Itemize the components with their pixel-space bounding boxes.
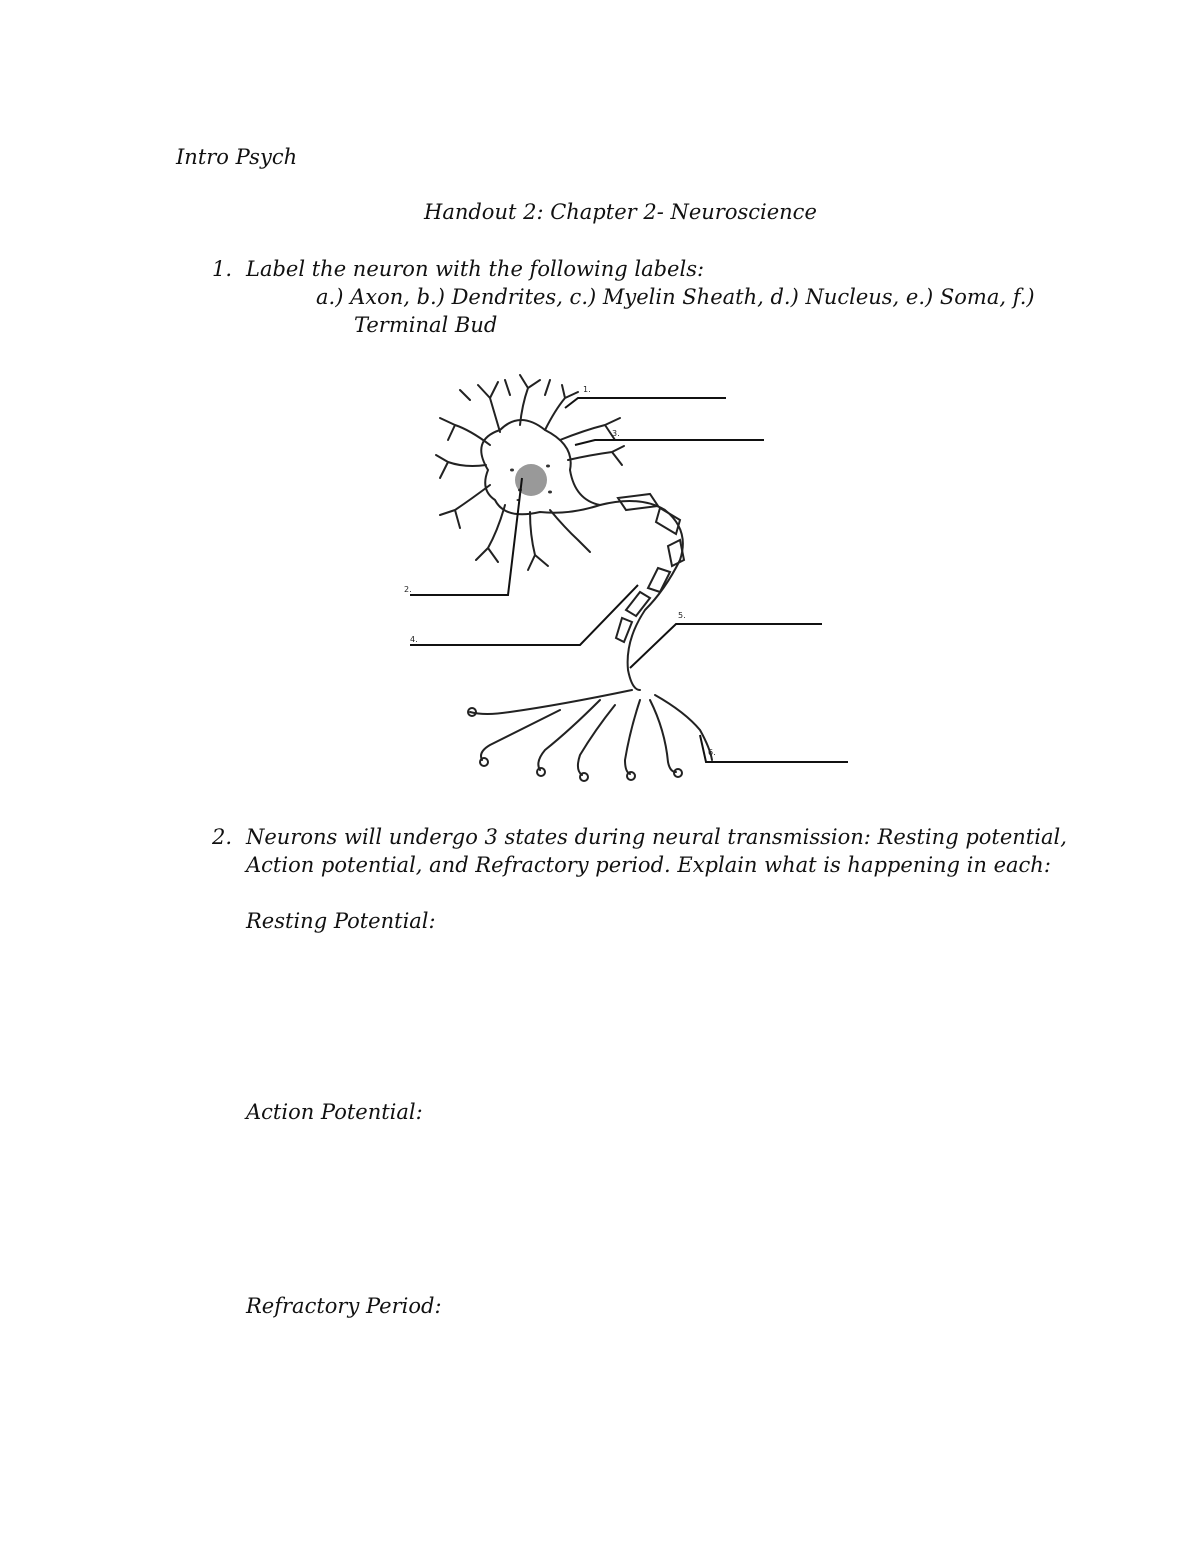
terminal-bud xyxy=(480,758,488,766)
axon-terminal-branch xyxy=(650,700,676,772)
dendrite-branch xyxy=(550,510,590,552)
label-line-3 xyxy=(575,440,764,445)
marker-1: 1. xyxy=(583,385,591,394)
dendrite-branch xyxy=(478,382,500,432)
label-line-2 xyxy=(410,478,522,595)
terminal-bud xyxy=(627,772,635,780)
dendrite-branch xyxy=(528,512,548,570)
dendrite-branch xyxy=(476,505,505,562)
myelin-sheath xyxy=(616,494,684,642)
marker-2: 2. xyxy=(404,585,412,594)
dendrite-branch xyxy=(436,455,486,478)
question-1-number: 1. xyxy=(212,257,233,281)
axon-terminal-branch xyxy=(481,710,560,760)
marker-4: 4. xyxy=(410,635,418,644)
marker-3: 3. xyxy=(612,429,620,438)
terminal-bud xyxy=(537,768,545,776)
course-name: Intro Psych xyxy=(176,145,298,169)
label-line-1 xyxy=(565,398,726,408)
handout-title: Handout 2: Chapter 2- Neuroscience xyxy=(424,200,817,224)
terminal-bud xyxy=(674,769,682,777)
question-2-number: 2. xyxy=(212,825,233,849)
axon-terminal-branch xyxy=(538,700,600,770)
axon-terminal-branch xyxy=(625,700,640,774)
marker-6: 6. xyxy=(708,748,716,757)
label-list-line-1: a.) Axon, b.) Dendrites, c.) Myelin Sheath, d.) Nucleus, e.) Soma, f.) xyxy=(316,285,1035,309)
marker-5: 5. xyxy=(678,611,686,620)
question-2-line-1: Neurons will undergo 3 states during neural transmission: Resting potential, xyxy=(246,825,1067,849)
label-line-5 xyxy=(630,624,822,668)
terminal-bud xyxy=(580,773,588,781)
action-potential-label: Action Potential: xyxy=(246,1100,423,1124)
dendrite-branch xyxy=(545,385,578,430)
soma-outline xyxy=(481,420,600,514)
dendrite-branch xyxy=(520,375,540,425)
resting-potential-label: Resting Potential: xyxy=(246,909,436,933)
axon-terminal-branch xyxy=(470,690,632,714)
dendrite-branch xyxy=(440,418,490,445)
dendrite-branch xyxy=(568,446,624,465)
label-line-6 xyxy=(700,735,848,762)
question-1-prompt: Label the neuron with the following labels: xyxy=(246,257,705,281)
question-2-line-2: Action potential, and Refractory period. Explain what is happening in each: xyxy=(246,853,1051,877)
refractory-period-label: Refractory Period: xyxy=(246,1294,442,1318)
label-list-line-2: Terminal Bud xyxy=(354,313,498,337)
dendrite-branch xyxy=(440,485,490,528)
dendrite-branch xyxy=(560,418,620,440)
axon-line xyxy=(600,501,683,690)
